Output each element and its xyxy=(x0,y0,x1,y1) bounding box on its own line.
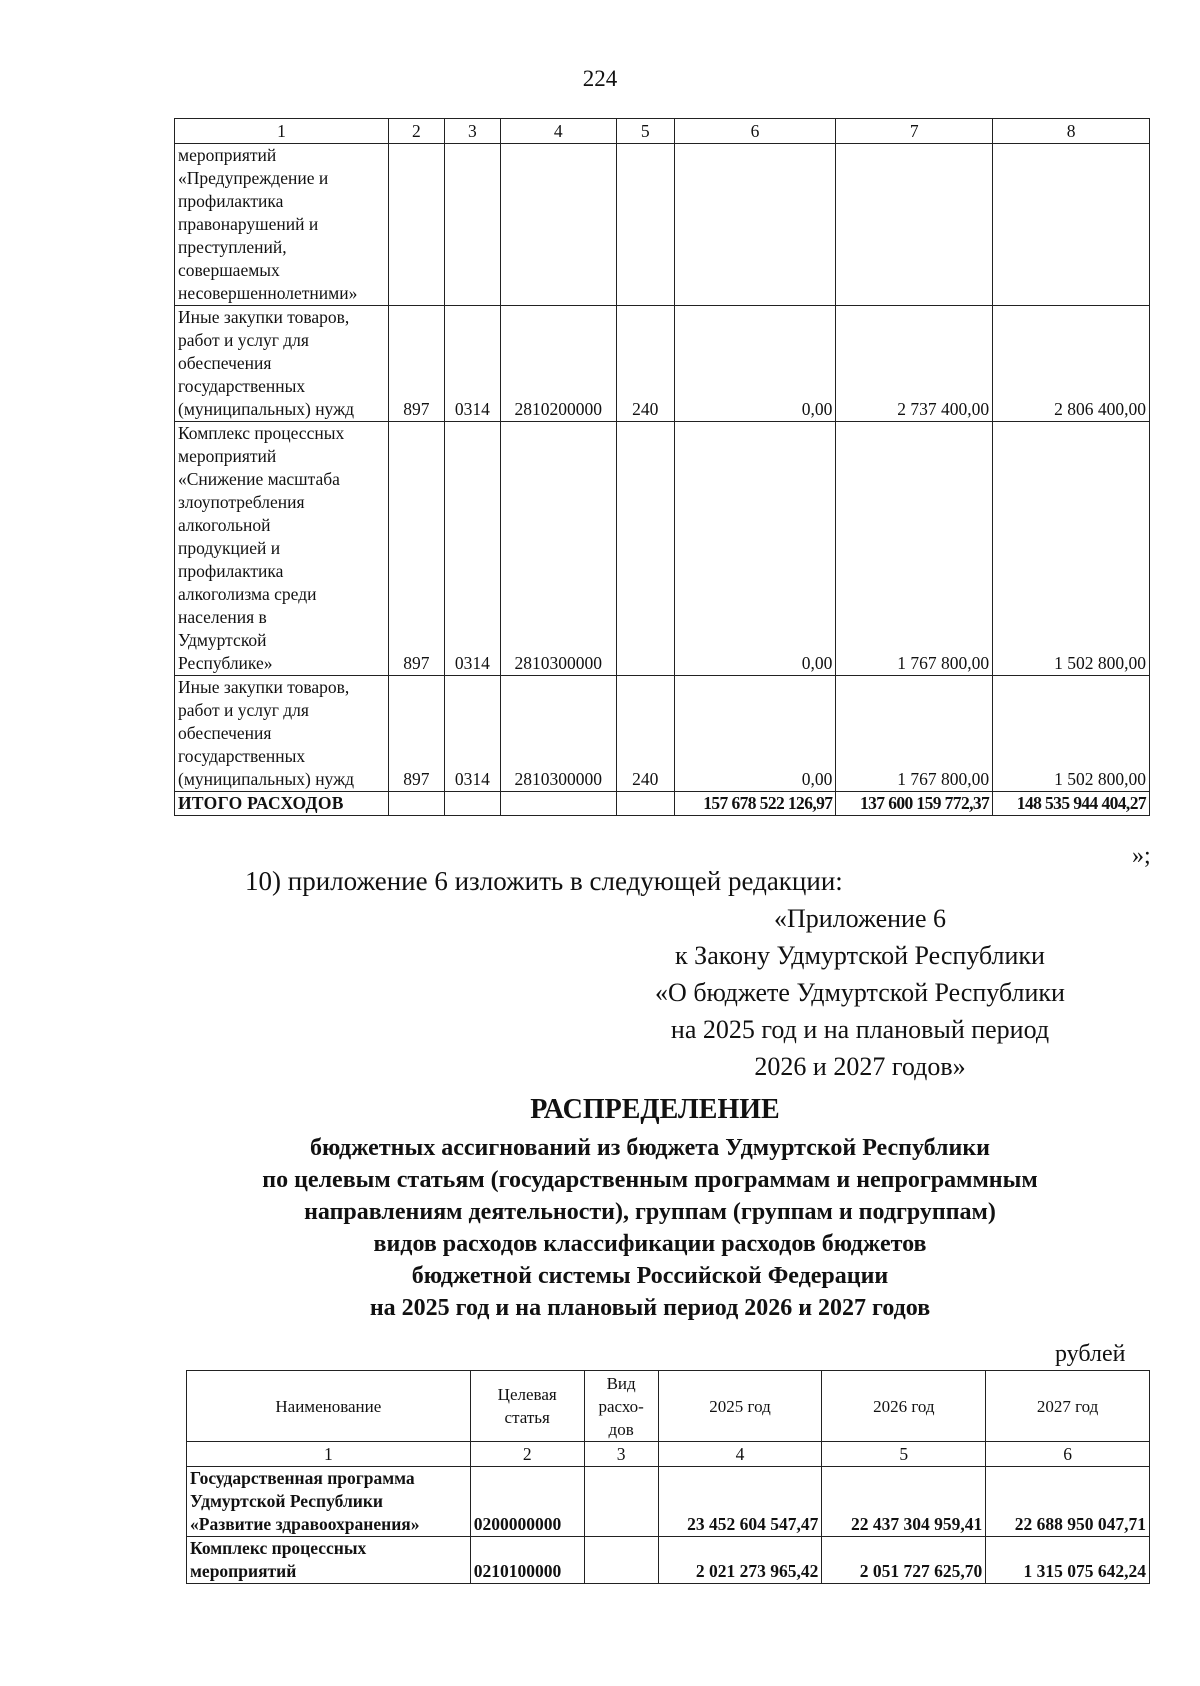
closing-quote: »; xyxy=(1132,843,1151,869)
amendment-text: 10) приложение 6 изложить в следующей редакции: xyxy=(245,866,843,896)
amount-2026: 2 051 727 625,70 xyxy=(822,1537,986,1584)
row-name: Иные закупки товаров, работ и услуг для обеспечения государственных (муниципальных) нужд xyxy=(175,306,389,422)
column-number: 1 xyxy=(187,1442,471,1467)
column-number: 5 xyxy=(616,119,674,144)
page-number: 224 xyxy=(582,66,618,91)
column-number: 2 xyxy=(388,119,444,144)
document-subtitle: бюджетных ассигнований из бюджета Удмуртской Республики по целевым статьям (государственным программам и непрограммным направлениям деятельности), группам (группам и подгруппам) видов расходов классификации расходов бюджетов бюджетной системы Российской Федерации на 2025 год и на плановый период 2026 и 2027 годов xyxy=(262,1135,1038,1321)
header-2026: 2026 год xyxy=(822,1371,986,1442)
section-code: 0314 xyxy=(444,676,500,792)
total-label: ИТОГО РАСХОДОВ xyxy=(175,792,389,816)
amount-2025: 2 021 273 965,42 xyxy=(658,1537,822,1584)
amount-col7 xyxy=(836,144,993,306)
target-article: 0210100000 xyxy=(470,1537,584,1584)
amount-col7: 2 737 400,00 xyxy=(836,306,993,422)
target-article: 0200000000 xyxy=(470,1467,584,1537)
total-col8: 148 535 944 404,27 xyxy=(993,792,1150,816)
total-col7: 137 600 159 772,37 xyxy=(836,792,993,816)
ministry-code xyxy=(388,144,444,306)
table-row xyxy=(175,676,1150,792)
column-number: 8 xyxy=(993,119,1150,144)
amount-col6: 0,00 xyxy=(674,422,836,676)
column-number: 1 xyxy=(175,119,389,144)
header-expense-type: Вид расхо- дов xyxy=(584,1371,658,1442)
amount-col6: 0,00 xyxy=(674,306,836,422)
amount-2027: 22 688 950 047,71 xyxy=(986,1467,1150,1537)
ministry-code: 897 xyxy=(388,306,444,422)
target-article: 2810300000 xyxy=(500,676,616,792)
amount-col8: 1 502 800,00 xyxy=(993,422,1150,676)
amount-col8: 2 806 400,00 xyxy=(993,306,1150,422)
target-article: 2810200000 xyxy=(500,306,616,422)
column-number: 3 xyxy=(444,119,500,144)
table-row xyxy=(175,422,1150,676)
column-number: 2 xyxy=(470,1442,584,1467)
expense-type xyxy=(616,144,674,306)
table-row xyxy=(175,306,1150,422)
document-title: РАСПРЕДЕЛЕНИЕ xyxy=(530,1094,780,1125)
amount-col7: 1 767 800,00 xyxy=(836,676,993,792)
column-number-row xyxy=(175,119,1150,144)
amount-2027: 1 315 075 642,24 xyxy=(986,1537,1150,1584)
section-code xyxy=(444,144,500,306)
expenses-table-continued xyxy=(174,118,1150,816)
header-2027: 2027 год xyxy=(986,1371,1150,1442)
column-number: 5 xyxy=(822,1442,986,1467)
table-row xyxy=(187,1467,1150,1537)
amount-col8 xyxy=(993,144,1150,306)
row-name: Комплекс процессных мероприятий «Снижение масштаба злоупотребления алкогольной продукцией и профилактика алкоголизма среди населения в Удмуртской Республике» xyxy=(175,422,389,676)
row-name: Иные закупки товаров, работ и услуг для обеспечения государственных (муниципальных) нужд xyxy=(175,676,389,792)
header-row xyxy=(187,1371,1150,1442)
total-row xyxy=(175,792,1150,816)
row-name: мероприятий «Предупреждение и профилактика правонарушений и преступлений, совершаемых несовершеннолетними» xyxy=(175,144,389,306)
amount-2026: 22 437 304 959,41 xyxy=(822,1467,986,1537)
column-number-row xyxy=(187,1442,1150,1467)
expense-type: 240 xyxy=(616,676,674,792)
row-name: Комплекс процессных мероприятий xyxy=(187,1537,471,1584)
appendix-reference: «Приложение 6 к Закону Удмуртской Республики «О бюджете Удмуртской Республики на 2025 год и на плановый период 2026 и 2027 годов» xyxy=(655,904,1065,1081)
column-number: 4 xyxy=(658,1442,822,1467)
section-code: 0314 xyxy=(444,422,500,676)
column-number: 3 xyxy=(584,1442,658,1467)
ministry-code: 897 xyxy=(388,676,444,792)
table-row xyxy=(187,1537,1150,1584)
total-col6: 157 678 522 126,97 xyxy=(674,792,836,816)
column-number: 4 xyxy=(500,119,616,144)
amount-col7: 1 767 800,00 xyxy=(836,422,993,676)
amount-col6 xyxy=(674,144,836,306)
column-number: 7 xyxy=(836,119,993,144)
column-number: 6 xyxy=(674,119,836,144)
amount-col8: 1 502 800,00 xyxy=(993,676,1150,792)
target-article: 2810300000 xyxy=(500,422,616,676)
expense-type: 240 xyxy=(616,306,674,422)
section-code: 0314 xyxy=(444,306,500,422)
column-number: 6 xyxy=(986,1442,1150,1467)
ministry-code: 897 xyxy=(388,422,444,676)
header-target-article: Целевая статья xyxy=(470,1371,584,1442)
unit-label: рублей xyxy=(1055,1341,1126,1367)
header-2025: 2025 год xyxy=(658,1371,822,1442)
amount-col6: 0,00 xyxy=(674,676,836,792)
target-article xyxy=(500,144,616,306)
table-row xyxy=(175,144,1150,306)
expense-type xyxy=(584,1537,658,1584)
expense-type xyxy=(584,1467,658,1537)
row-name: Государственная программа Удмуртской Республики «Развитие здравоохранения» xyxy=(187,1467,471,1537)
header-name: Наименование xyxy=(187,1371,471,1442)
amount-2025: 23 452 604 547,47 xyxy=(658,1467,822,1537)
distribution-table xyxy=(186,1370,1150,1584)
expense-type xyxy=(616,422,674,676)
